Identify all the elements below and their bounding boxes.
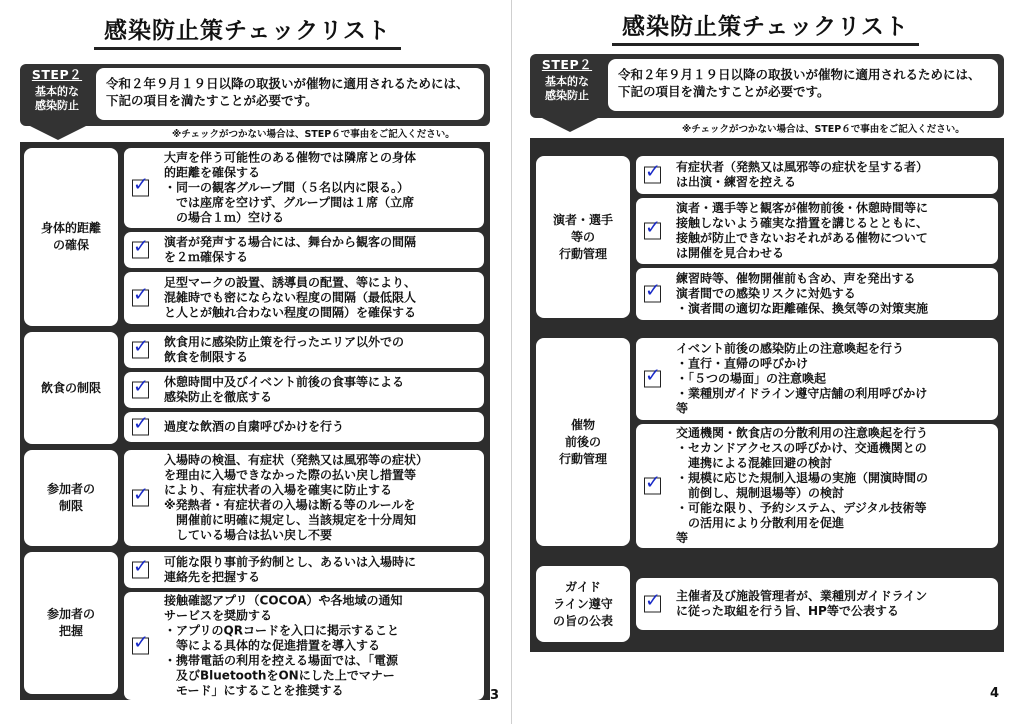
page-number: 4 — [990, 686, 1000, 701]
item-text: 主催者及び施設管理者が、業種別ガイドライン に従った取組を行う旨、HP等で公表する — [676, 589, 928, 618]
checklist-item — [124, 412, 484, 442]
item-text: 飲食用に感染防止策を行ったエリア以外での 飲食を制限する — [164, 335, 405, 364]
category-label: 催物 前後の 行動管理 — [536, 338, 630, 546]
item-text: 接触確認アプリ（COCOA）や各地域の通知 サービスを奨励する ・アプリのQRコードを入口に掲示すること 等による具体的な促進措置を導入する ・携帯電話の利用を控える場面では、「電源 及びBluetoothをONにした上でマナー モード」にすることを推奨する — [164, 593, 403, 698]
checklist-item — [636, 578, 998, 630]
category-label: 演者・選手 等の 行動管理 — [536, 156, 630, 318]
checklist-item — [636, 338, 998, 420]
step-number: STEP２ — [541, 57, 593, 72]
checklist-item — [636, 156, 998, 194]
step-arrow — [542, 118, 598, 132]
step-label: 基本的な 感染防止 — [545, 75, 589, 102]
page-left — [0, 0, 508, 724]
checkbox-checked-icon: ✓ — [133, 412, 149, 435]
category-label: 飲食の制限 — [24, 332, 118, 444]
page-number: 3 — [490, 688, 500, 703]
note-text: ※チェックがつかない場合は、STEP６で事由をご記入ください。 — [682, 124, 965, 135]
checkbox-checked-icon: ✓ — [133, 335, 149, 358]
checkbox[interactable] — [132, 375, 149, 399]
category-label: 参加者の 制限 — [24, 450, 118, 546]
checklist-item — [124, 148, 484, 228]
checkbox-checked-icon: ✓ — [645, 279, 661, 302]
item-text: 演者・選手等と観客が催物前後・休憩時間等に 接触しないよう確実な措置を講じるとともに、 接触が防止できないおそれがある催物について は開催を見合わせる — [676, 201, 929, 260]
checkbox[interactable] — [132, 631, 149, 655]
checkbox-checked-icon: ✓ — [133, 555, 149, 578]
checkbox[interactable] — [132, 173, 149, 197]
page-title: 感染防止策チェックリスト — [612, 8, 919, 46]
item-text: 可能な限り事前予約制とし、あるいは入場時に 連絡先を把握する — [164, 555, 417, 584]
checkbox[interactable] — [644, 589, 661, 613]
checklist-frame — [20, 142, 490, 700]
page-right — [516, 0, 1024, 724]
page-divider — [511, 0, 512, 724]
checklist-item — [636, 198, 998, 264]
step-number: STEP２ — [31, 67, 83, 82]
checkbox[interactable] — [132, 283, 149, 307]
checklist-frame — [530, 138, 1004, 652]
checkbox-checked-icon: ✓ — [133, 483, 149, 506]
category-label: 身体的距離 の確保 — [24, 148, 118, 326]
checklist-item — [124, 552, 484, 588]
checkbox-checked-icon: ✓ — [133, 173, 149, 196]
checkbox-checked-icon: ✓ — [645, 216, 661, 239]
checklist-item — [636, 424, 998, 548]
checkbox[interactable] — [132, 412, 149, 436]
checklist-item — [124, 332, 484, 368]
item-text: 過度な飲酒の自粛呼びかけを行う — [164, 419, 345, 434]
checklist-item — [124, 450, 484, 546]
checkbox-checked-icon: ✓ — [645, 364, 661, 387]
checkbox-checked-icon: ✓ — [133, 375, 149, 398]
item-text: 演者が発声する場合には、舞台から観客の間隔 を２ｍ確保する — [164, 235, 417, 264]
item-text: 有症状者（発熱又は風邪等の症状を呈する者） は出演・練習を控える — [676, 160, 929, 189]
checkbox[interactable] — [132, 483, 149, 507]
step-description: 令和２年９月１９日以降の取扱いが催物に適用されるためには、下記の項目を満たすことが必要です。 — [608, 59, 998, 111]
item-text: 交通機関・飲食店の分散利用の注意喚起を行う ・セカンドアクセスの呼びかけ、交通機関との 連携による混雑回避の検討 ・規模に応じた規制入退場の実施（開演時間の 前倒し、規制退場等）の検討 ・可能な限り、予約システム、デジタル技術等 の活用により分散利用を促進 等 — [676, 426, 929, 545]
step-tag — [536, 58, 598, 110]
checkbox[interactable] — [132, 235, 149, 259]
checkbox-checked-icon: ✓ — [645, 160, 661, 183]
checkbox-checked-icon: ✓ — [133, 631, 149, 654]
checkbox[interactable] — [644, 216, 661, 240]
checkbox[interactable] — [644, 279, 661, 303]
checkbox[interactable] — [132, 335, 149, 359]
checkbox-checked-icon: ✓ — [133, 235, 149, 258]
checkbox[interactable] — [644, 471, 661, 495]
checkbox-checked-icon: ✓ — [645, 589, 661, 612]
item-text: 練習時等、催物開催前も含め、声を発出する 演者間での感染リスクに対処する ・演者間の適切な距離確保、換気等の対策実施 — [676, 271, 929, 316]
checkbox-checked-icon: ✓ — [645, 471, 661, 494]
item-text: 入場時の検温、有症状（発熱又は風邪等の症状） を理由に入場できなかった際の払い戻し措置等 により、有症状者の入場を確実に防止する ※発熱者・有症状者の入場は断る等のルールを 開催前に明確に規定し、当該規定を十分周知 している場合は払い戻し不要 — [164, 453, 429, 542]
category-label: 参加者の 把握 — [24, 552, 118, 694]
checklist-item — [124, 272, 484, 324]
note-text: ※チェックがつかない場合は、STEP６で事由をご記入ください。 — [172, 129, 455, 140]
step-banner — [530, 54, 1004, 118]
item-text: イベント前後の感染防止の注意喚起を行う ・直行・直帰の呼びかけ ・「５つの場面」の注意喚起 ・業種別ガイドライン遵守店舗の利用呼びかけ 等 — [676, 341, 928, 416]
checklist-item — [124, 232, 484, 268]
checkbox-checked-icon: ✓ — [133, 283, 149, 306]
step-arrow — [30, 126, 86, 140]
item-text: 休憩時間中及びイベント前後の食事等による 感染防止を徹底する — [164, 375, 405, 404]
checklist-item — [124, 372, 484, 408]
step-description: 令和２年９月１９日以降の取扱いが催物に適用されるためには、下記の項目を満たすことが必要です。 — [96, 68, 484, 120]
checklist-item — [636, 268, 998, 320]
checkbox[interactable] — [644, 364, 661, 388]
item-text: 足型マークの設置、誘導員の配置、等により、 混雑時でも密にならない程度の間隔（最低限人 と人とが触れ合わない程度の間隔）を確保する — [164, 275, 417, 320]
checklist-item — [124, 592, 484, 700]
item-text: 大声を伴う可能性のある催物では隣席との身体 的距離を確保する ・同一の観客グループ間（５名以内に限る。） では座席を空けず、グループ間は１席（立席 の場合１ｍ）空ける — [164, 150, 417, 225]
step-tag — [26, 68, 88, 120]
category-label: ガイド ライン遵守 の旨の公表 — [536, 566, 630, 642]
checkbox[interactable] — [132, 555, 149, 579]
page-title: 感染防止策チェックリスト — [94, 12, 401, 50]
checkbox[interactable] — [644, 160, 661, 184]
step-banner — [20, 64, 490, 126]
step-label: 基本的な 感染防止 — [35, 85, 79, 112]
